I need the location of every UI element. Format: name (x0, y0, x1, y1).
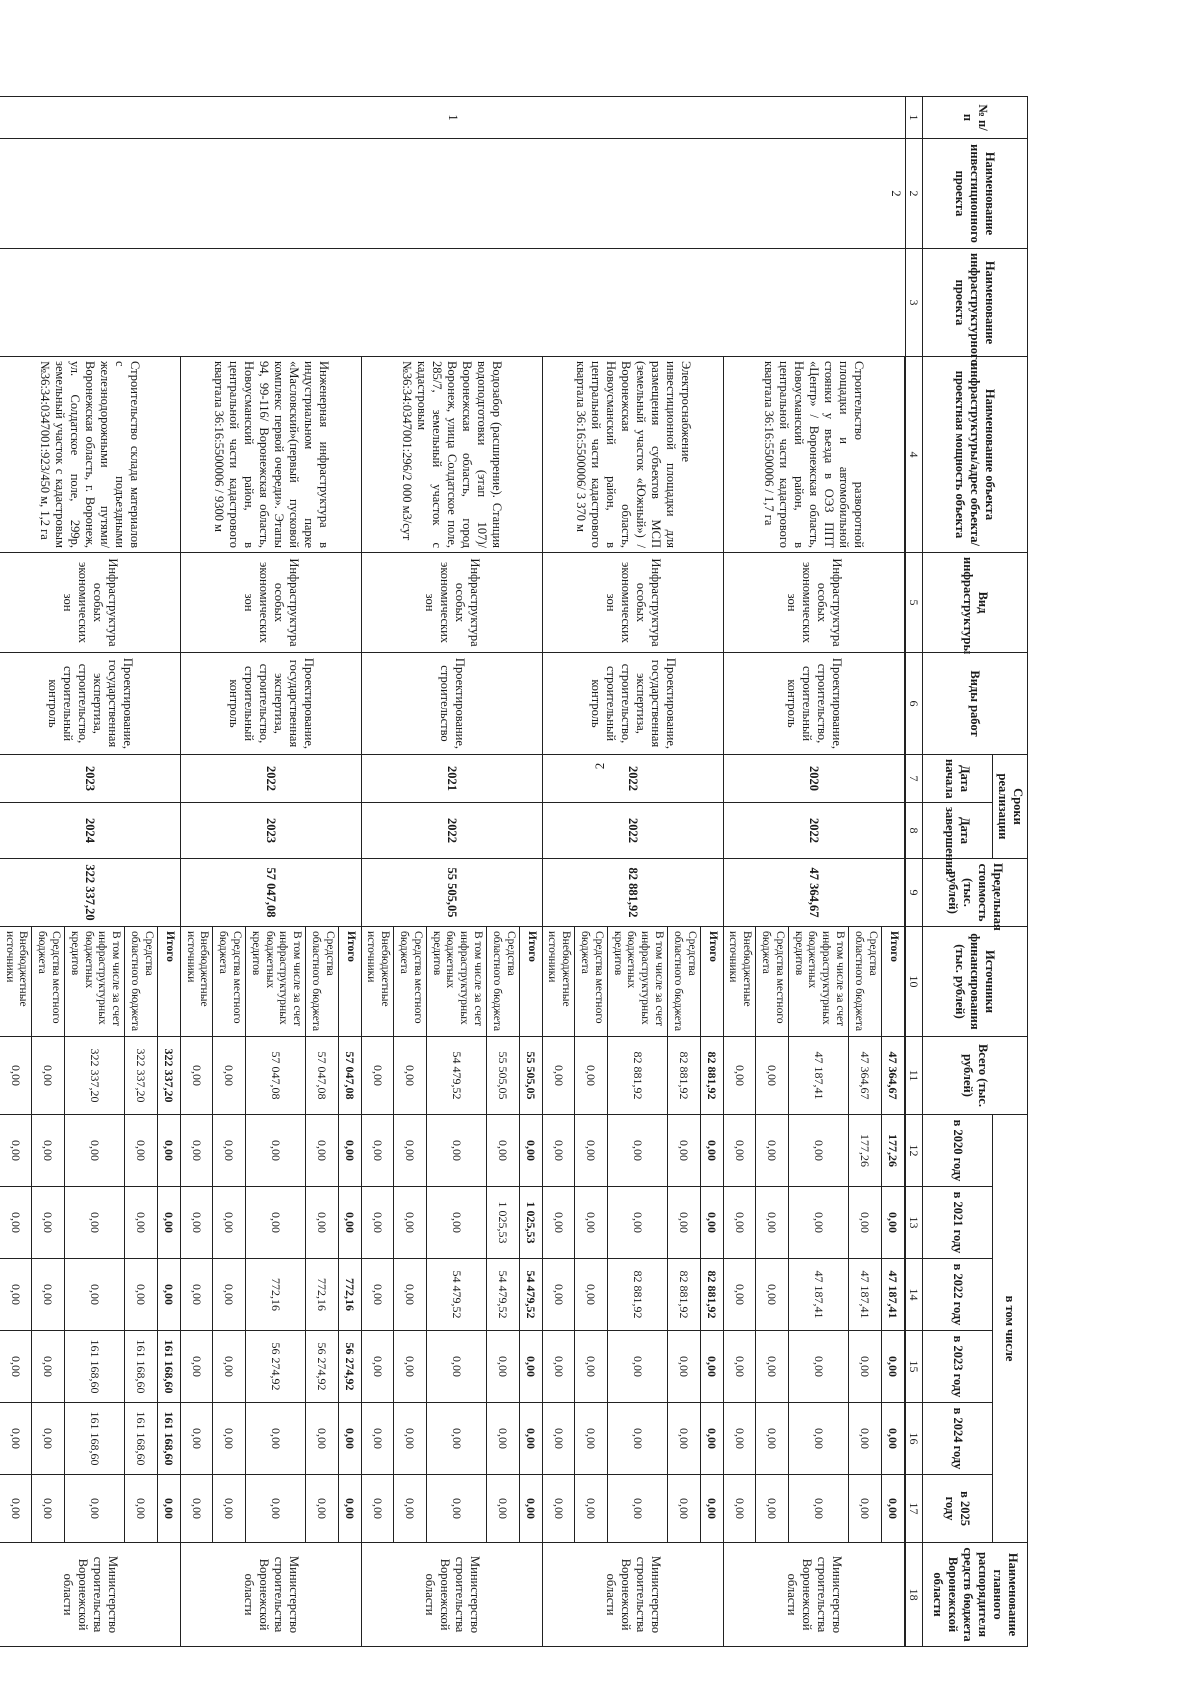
amount-cell: 0,00 (542, 1187, 575, 1259)
header-manager: Наименование главного распорядителя средств бюджета Воронежской области (923, 1543, 1028, 1647)
amount-cell: 0,00 (125, 1259, 158, 1331)
col-number: 6 (905, 653, 922, 755)
amount-cell: 82 881,92 (700, 1037, 723, 1115)
funding-source-cell: В том числе за счет инфраструктурных бюджетных кредитов (607, 927, 667, 1037)
amount-cell: 0,00 (607, 1115, 667, 1187)
start-date-cell: 2022 (542, 755, 723, 803)
amount-cell: 0,00 (180, 1331, 213, 1403)
amount-cell: 0,00 (361, 1475, 394, 1543)
amount-cell: 0,00 (426, 1187, 486, 1259)
amount-cell: 0,00 (575, 1187, 608, 1259)
col-number: 15 (905, 1331, 922, 1403)
col-number: 5 (905, 553, 922, 653)
infra-type-cell: Инфраструктура особых экономических зон (723, 553, 904, 653)
amount-cell: 772,16 (245, 1259, 305, 1331)
amount-cell: 56 274,92 (245, 1331, 305, 1403)
funding-source-cell: Итого (519, 927, 542, 1037)
amount-cell: 0,00 (394, 1259, 427, 1331)
col-number: 14 (905, 1259, 922, 1331)
amount-cell: 0,00 (700, 1115, 723, 1187)
amount-cell: 0,00 (306, 1187, 339, 1259)
col-number: 7 (905, 755, 922, 803)
infrastructure-project-cell (0, 249, 905, 357)
amount-cell: 0,00 (881, 1187, 904, 1259)
amount-cell: 177,26 (849, 1115, 882, 1187)
start-date-cell: 2020 (723, 755, 904, 803)
amount-cell: 0,00 (361, 1037, 394, 1115)
amount-cell: 0,00 (849, 1187, 882, 1259)
column-number-row (905, 97, 922, 1647)
amount-cell: 0,00 (700, 1187, 723, 1259)
amount-cell: 0,00 (394, 1475, 427, 1543)
amount-cell: 0,00 (575, 1475, 608, 1543)
amount-cell: 0,00 (394, 1115, 427, 1187)
header-2021: в 2021 году (923, 1187, 993, 1259)
amount-cell: 161 168,60 (64, 1403, 124, 1475)
funding-source-cell: Внебюджетные источники (542, 927, 575, 1037)
funding-source-cell: Итого (338, 927, 361, 1037)
amount-cell: 0,00 (245, 1403, 305, 1475)
amount-cell: 0,00 (756, 1037, 789, 1115)
amount-cell: 0,00 (519, 1403, 542, 1475)
amount-cell: 0,00 (0, 1403, 32, 1475)
amount-cell: 0,00 (213, 1115, 246, 1187)
col-number: 1 (905, 97, 922, 139)
amount-cell: 772,16 (306, 1259, 339, 1331)
funding-source-cell: Внебюджетные источники (723, 927, 756, 1037)
header-2023: в 2023 году (923, 1331, 993, 1403)
amount-cell: 54 479,52 (426, 1259, 486, 1331)
amount-cell: 0,00 (542, 1331, 575, 1403)
amount-cell: 177,26 (881, 1115, 904, 1187)
amount-cell: 0,00 (157, 1259, 180, 1331)
infra-type-cell: Инфраструктура особых экономических зон (180, 553, 361, 653)
col-number: 9 (905, 859, 922, 927)
funding-source-cell: В том числе за счет инфраструктурных бюджетных кредитов (426, 927, 486, 1037)
funding-source-cell: Внебюджетные источники (361, 927, 394, 1037)
col-number: 11 (905, 1037, 922, 1115)
cost-cell: 57 047,08 (180, 859, 361, 927)
amount-cell: 1 025,53 (519, 1187, 542, 1259)
amount-cell: 0,00 (32, 1259, 65, 1331)
header-including: в том числе (993, 1115, 1028, 1543)
amount-cell: 0,00 (338, 1475, 361, 1543)
amount-cell: 82 881,92 (607, 1259, 667, 1331)
work-types-cell: Проектирование, государственная экспертиза, строительство, строительный контроль (180, 653, 361, 755)
amount-cell: 0,00 (575, 1331, 608, 1403)
header-investment-project: Наименование инвестиционного проекта (923, 139, 1028, 249)
amount-cell: 0,00 (668, 1475, 701, 1543)
header-2024: в 2024 году (923, 1403, 993, 1475)
infra-type-cell: Инфраструктура особых экономических зон (542, 553, 723, 653)
funding-source-cell: Средства местного бюджета (575, 927, 608, 1037)
manager-cell: Министерство строительства Воронежской области (180, 1543, 361, 1647)
amount-cell: 0,00 (668, 1403, 701, 1475)
amount-cell: 0,00 (32, 1115, 65, 1187)
amount-cell: 82 881,92 (700, 1259, 723, 1331)
amount-cell: 0,00 (361, 1187, 394, 1259)
amount-cell: 322 337,20 (157, 1037, 180, 1115)
amount-cell: 47 187,41 (788, 1037, 848, 1115)
amount-cell: 0,00 (213, 1259, 246, 1331)
cost-cell: 55 505,05 (361, 859, 542, 927)
header-total: Всего (тыс. рублей) (923, 1037, 1028, 1115)
funding-source-cell: Средства местного бюджета (756, 927, 789, 1037)
funding-source-cell: Средства областного бюджета (487, 927, 520, 1037)
amount-cell: 0,00 (607, 1331, 667, 1403)
amount-cell: 0,00 (306, 1475, 339, 1543)
funding-source-cell: Средства местного бюджета (32, 927, 65, 1037)
table-row (904, 97, 905, 1647)
funding-source-cell: Внебюджетные источники (180, 927, 213, 1037)
amount-cell: 0,00 (245, 1115, 305, 1187)
amount-cell: 82 881,92 (607, 1037, 667, 1115)
start-date-cell: 2022 (180, 755, 361, 803)
amount-cell: 0,00 (64, 1259, 124, 1331)
header-cost: Предельная стоимость (тыс. рублей) (923, 859, 1028, 927)
amount-cell: 0,00 (519, 1115, 542, 1187)
funding-source-cell: Итого (881, 927, 904, 1037)
infrastructure-projects-table (0, 96, 1028, 1647)
object-name-cell: Водозабор (расширение). Станция водоподготовки (этап 107)/Воронежская область, город Воронеж, улица Солдатское поле, 285/7, земельный участок с кадастровым №36:34:0347001:296/2 000 м3/сут (361, 357, 542, 553)
amount-cell: 0,00 (125, 1115, 158, 1187)
amount-cell: 0,00 (881, 1475, 904, 1543)
end-date-cell: 2022 (542, 803, 723, 859)
amount-cell: 0,00 (32, 1403, 65, 1475)
work-types-cell: Проектирование, государственная экспертиза, строительство, строительный контроль (542, 653, 723, 755)
amount-cell: 0,00 (245, 1475, 305, 1543)
work-types-cell: Проектирование, строительство (361, 653, 542, 755)
funding-source-cell: Средства местного бюджета (394, 927, 427, 1037)
amount-cell: 0,00 (788, 1403, 848, 1475)
amount-cell: 0,00 (542, 1037, 575, 1115)
col-number: 17 (905, 1475, 922, 1543)
amount-cell: 0,00 (157, 1115, 180, 1187)
amount-cell: 0,00 (542, 1115, 575, 1187)
amount-cell: 0,00 (64, 1115, 124, 1187)
col-number: 3 (905, 249, 922, 357)
end-date-cell: 2022 (723, 803, 904, 859)
amount-cell: 0,00 (519, 1475, 542, 1543)
amount-cell: 57 047,08 (338, 1037, 361, 1115)
funding-source-cell: Итого (157, 927, 180, 1037)
amount-cell: 0,00 (575, 1259, 608, 1331)
funding-source-cell: В том числе за счет инфраструктурных бюджетных кредитов (245, 927, 305, 1037)
amount-cell: 0,00 (542, 1259, 575, 1331)
amount-cell: 0,00 (213, 1037, 246, 1115)
amount-cell: 0,00 (361, 1115, 394, 1187)
amount-cell: 0,00 (306, 1403, 339, 1475)
amount-cell: 0,00 (668, 1187, 701, 1259)
amount-cell: 0,00 (125, 1475, 158, 1543)
header-2025: в 2025 году (923, 1475, 993, 1543)
amount-cell: 0,00 (607, 1187, 667, 1259)
funding-source-cell: Средства областного бюджета (668, 927, 701, 1037)
funding-source-cell: Средства местного бюджета (213, 927, 246, 1037)
cost-cell: 322 337,20 (0, 859, 180, 927)
amount-cell: 0,00 (0, 1475, 32, 1543)
amount-cell: 0,00 (487, 1115, 520, 1187)
amount-cell: 0,00 (306, 1115, 339, 1187)
amount-cell: 0,00 (849, 1331, 882, 1403)
funding-source-cell: Средства областного бюджета (306, 927, 339, 1037)
manager-cell: Министерство строительства Воронежской области (361, 1543, 542, 1647)
amount-cell: 56 274,92 (306, 1331, 339, 1403)
amount-cell: 0,00 (213, 1331, 246, 1403)
col-number: 4 (905, 357, 922, 553)
amount-cell: 0,00 (361, 1403, 394, 1475)
amount-cell: 0,00 (426, 1115, 486, 1187)
amount-cell: 0,00 (32, 1037, 65, 1115)
amount-cell: 0,00 (338, 1115, 361, 1187)
amount-cell: 0,00 (64, 1187, 124, 1259)
end-date-cell: 2024 (0, 803, 180, 859)
amount-cell: 0,00 (180, 1037, 213, 1115)
amount-cell: 0,00 (157, 1475, 180, 1543)
amount-cell: 54 479,52 (426, 1037, 486, 1115)
amount-cell: 0,00 (542, 1475, 575, 1543)
header-object-name: Наименование объекта инфраструктуры/адрес объекта/проектная мощность объекта (923, 357, 1028, 553)
amount-cell: 0,00 (575, 1037, 608, 1115)
header-start: Дата начала (923, 755, 993, 803)
amount-cell: 322 337,20 (125, 1037, 158, 1115)
end-date-cell: 2022 (361, 803, 542, 859)
col-number: 13 (905, 1187, 922, 1259)
amount-cell: 47 187,41 (788, 1259, 848, 1331)
cost-cell: 82 881,92 (542, 859, 723, 927)
cost-cell: 47 364,67 (723, 859, 904, 927)
amount-cell: 0,00 (361, 1331, 394, 1403)
amount-cell: 0,00 (180, 1475, 213, 1543)
amount-cell: 0,00 (607, 1475, 667, 1543)
header-terms: Сроки реализации (993, 755, 1028, 859)
amount-cell: 0,00 (756, 1475, 789, 1543)
amount-cell: 0,00 (788, 1475, 848, 1543)
amount-cell: 47 364,67 (881, 1037, 904, 1115)
amount-cell: 0,00 (607, 1403, 667, 1475)
amount-cell: 0,00 (668, 1331, 701, 1403)
header-2022: в 2022 году (923, 1259, 993, 1331)
object-name-cell: Электроснабжение инвестиционной площадки для размещения субъектов МСП (земельный участок «Южный») / Воронежская область, Новоусманский район, в центральной части кадастрового квартала 36:16:5500006/ 3 370 м (542, 357, 723, 553)
amount-cell: 0,00 (575, 1115, 608, 1187)
row-number-cell: 1 (0, 97, 905, 139)
amount-cell: 0,00 (788, 1187, 848, 1259)
amount-cell: 0,00 (0, 1115, 32, 1187)
amount-cell: 57 047,08 (306, 1037, 339, 1115)
amount-cell: 0,00 (723, 1403, 756, 1475)
funding-source-cell: Средства областного бюджета (849, 927, 882, 1037)
amount-cell: 0,00 (723, 1037, 756, 1115)
amount-cell: 0,00 (32, 1475, 65, 1543)
amount-cell: 0,00 (881, 1403, 904, 1475)
object-name-cell: Инженерная инфраструктура в индустриальном парке «Масловский»(первый пусковой комплекс первой очереди». Этапы 94, 99-116/ Воронежская область, Новоусманский район, в центральной части кадастрового квартала 36:16:5500006 / 9300 м (180, 357, 361, 553)
amount-cell: 0,00 (756, 1403, 789, 1475)
amount-cell: 47 364,67 (849, 1037, 882, 1115)
amount-cell: 0,00 (575, 1403, 608, 1475)
amount-cell: 0,00 (157, 1187, 180, 1259)
amount-cell: 1 025,53 (487, 1187, 520, 1259)
infra-type-cell: Инфраструктура особых экономических зон (361, 553, 542, 653)
amount-cell: 0,00 (700, 1475, 723, 1543)
work-types-cell: Проектирование, государственная экспертиза, строительство, строительный контроль (0, 653, 180, 755)
amount-cell: 0,00 (213, 1187, 246, 1259)
amount-cell: 0,00 (64, 1475, 124, 1543)
amount-cell: 161 168,60 (157, 1331, 180, 1403)
amount-cell: 0,00 (180, 1403, 213, 1475)
amount-cell: 161 168,60 (157, 1403, 180, 1475)
amount-cell: 0,00 (849, 1475, 882, 1543)
amount-cell: 0,00 (361, 1259, 394, 1331)
amount-cell: 0,00 (487, 1475, 520, 1543)
amount-cell: 0,00 (668, 1115, 701, 1187)
amount-cell: 0,00 (723, 1115, 756, 1187)
amount-cell: 0,00 (125, 1187, 158, 1259)
amount-cell: 0,00 (394, 1403, 427, 1475)
amount-cell: 0,00 (756, 1259, 789, 1331)
amount-cell: 0,00 (519, 1331, 542, 1403)
funding-source-cell: Средства областного бюджета (125, 927, 158, 1037)
amount-cell: 0,00 (338, 1403, 361, 1475)
col-number: 12 (905, 1115, 922, 1187)
col-number: 8 (905, 803, 922, 859)
col-number: 2 (905, 139, 922, 249)
page-number: 2 (592, 762, 607, 770)
manager-cell: Министерство строительства Воронежской области (0, 1543, 180, 1647)
amount-cell: 0,00 (426, 1475, 486, 1543)
amount-cell: 0,00 (426, 1331, 486, 1403)
amount-cell: 0,00 (700, 1403, 723, 1475)
amount-cell: 0,00 (723, 1259, 756, 1331)
end-date-cell: 2023 (180, 803, 361, 859)
object-name-cell: Строительство разворотной площадки и автомобильной стоянки у въезда в ОЭЗ ППТ «Центр» / Воронежская область, Новоусманский район, в центральной части кадастрового квартала 36:16:5500006 / 1,7 га (723, 357, 904, 553)
amount-cell: 0,00 (0, 1331, 32, 1403)
start-date-cell: 2021 (361, 755, 542, 803)
header-n: № п/п (923, 97, 1028, 139)
amount-cell: 0,00 (245, 1187, 305, 1259)
work-types-cell: Проектирование, строительство, строительный контроль (723, 653, 904, 755)
amount-cell: 0,00 (213, 1475, 246, 1543)
amount-cell: 57 047,08 (245, 1037, 305, 1115)
amount-cell: 0,00 (756, 1187, 789, 1259)
investment-table-sheet (3, 96, 1028, 1642)
amount-cell: 0,00 (394, 1187, 427, 1259)
amount-cell: 0,00 (426, 1403, 486, 1475)
amount-cell: 0,00 (756, 1115, 789, 1187)
infra-type-cell: Инфраструктура особых экономических зон (0, 553, 180, 653)
amount-cell: 56 274,92 (338, 1331, 361, 1403)
amount-cell: 0,00 (881, 1331, 904, 1403)
amount-cell: 161 168,60 (64, 1331, 124, 1403)
col-number: 16 (905, 1403, 922, 1475)
funding-source-cell: Итого (700, 927, 723, 1037)
amount-cell: 0,00 (487, 1331, 520, 1403)
amount-cell: 82 881,92 (668, 1037, 701, 1115)
col-number: 18 (905, 1543, 922, 1647)
amount-cell: 0,00 (394, 1331, 427, 1403)
header-sources: Источники финансирования (тыс. рублей) (923, 927, 1028, 1037)
funding-source-cell: В том числе за счет инфраструктурных бюджетных кредитов (64, 927, 124, 1037)
amount-cell: 0,00 (700, 1331, 723, 1403)
amount-cell: 772,16 (338, 1259, 361, 1331)
header-infrastructure-project: Наименование инфраструктурного проекта (923, 249, 1028, 357)
amount-cell: 0,00 (180, 1259, 213, 1331)
amount-cell: 0,00 (723, 1187, 756, 1259)
amount-cell: 0,00 (32, 1187, 65, 1259)
amount-cell: 0,00 (849, 1403, 882, 1475)
amount-cell: 0,00 (394, 1037, 427, 1115)
amount-cell: 54 479,52 (519, 1259, 542, 1331)
table-body (0, 97, 905, 1647)
amount-cell: 47 187,41 (881, 1259, 904, 1331)
amount-cell: 47 187,41 (849, 1259, 882, 1331)
manager-cell: Министерство строительства Воронежской области (542, 1543, 723, 1647)
col-number: 10 (905, 927, 922, 1037)
amount-cell: 54 479,52 (487, 1259, 520, 1331)
amount-cell: 0,00 (723, 1331, 756, 1403)
amount-cell: 0,00 (487, 1403, 520, 1475)
header-infra-type: Вид инфраструктуры (923, 553, 1028, 653)
investment-project-cell: 2 (0, 139, 905, 249)
amount-cell: 0,00 (32, 1331, 65, 1403)
amount-cell: 0,00 (756, 1331, 789, 1403)
amount-cell: 0,00 (788, 1331, 848, 1403)
amount-cell: 0,00 (180, 1187, 213, 1259)
amount-cell: 0,00 (213, 1403, 246, 1475)
start-date-cell: 2023 (0, 755, 180, 803)
amount-cell: 82 881,92 (668, 1259, 701, 1331)
amount-cell: 55 505,05 (519, 1037, 542, 1115)
amount-cell: 0,00 (0, 1259, 32, 1331)
manager-cell: Министерство строительства Воронежской области (723, 1543, 904, 1647)
amount-cell: 0,00 (542, 1403, 575, 1475)
funding-source-cell: Внебюджетные источники (0, 927, 32, 1037)
header-work-types: Виды работ (923, 653, 1028, 755)
amount-cell: 322 337,20 (64, 1037, 124, 1115)
amount-cell: 161 168,60 (125, 1403, 158, 1475)
amount-cell: 161 168,60 (125, 1331, 158, 1403)
header-2020: в 2020 году (923, 1115, 993, 1187)
amount-cell: 0,00 (0, 1187, 32, 1259)
header-end: Дата завершения (923, 803, 993, 859)
amount-cell: 0,00 (788, 1115, 848, 1187)
amount-cell: 0,00 (0, 1037, 32, 1115)
amount-cell: 0,00 (180, 1115, 213, 1187)
amount-cell: 0,00 (723, 1475, 756, 1543)
amount-cell: 0,00 (338, 1187, 361, 1259)
object-name-cell: Строительство склада материалов с подъездными железнодорожными путями/ Воронежская область, г. Воронеж, ул. Солдатское поле, 299р, земельный участок с кадастровым №36:34:0347001:923/450 м, 1,2 га (0, 357, 180, 553)
amount-cell: 55 505,05 (487, 1037, 520, 1115)
funding-source-cell: В том числе за счет инфраструктурных бюджетных кредитов (788, 927, 848, 1037)
